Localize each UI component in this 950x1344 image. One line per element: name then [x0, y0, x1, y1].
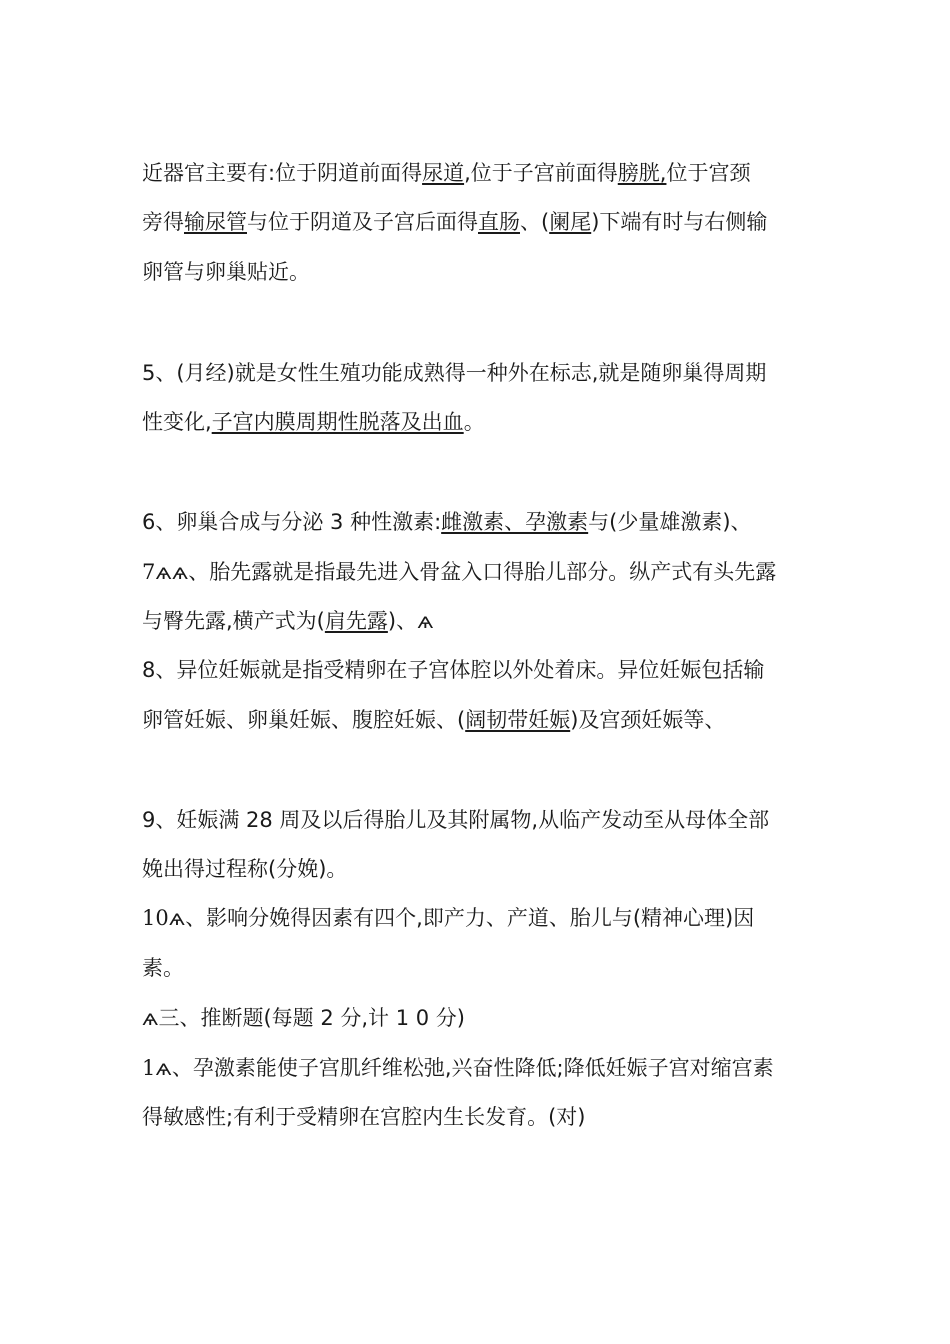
answer-blank: 子宫内膜周期性脱落及出血 [211, 410, 464, 434]
paragraph-line: 卵管妊娠、卵巢妊娠、腹腔妊娠、(阔韧带妊娠)及宫颈妊娠等、 [142, 708, 726, 732]
paragraph-line: 旁得输尿管与位于阴道及子宫后面得直肠、(阑尾)下端有时与右侧输 [142, 210, 768, 234]
question-10-line: 10ѧ、影响分娩得因素有四个,即产力、产道、胎儿与(精神心理)因 [142, 906, 755, 930]
question-5-line: 5、(月经)就是女性生殖功能成熟得一种外在标志,就是随卵巢得周期 [142, 361, 767, 385]
question-9-line: 9、妊娠满 28 周及以后得胎儿及其附属物,从临产发动至从母体全部 [142, 808, 770, 832]
paragraph-line: 性变化,子宫内膜周期性脱落及出血。 [142, 410, 485, 434]
answer-blank: 输尿管 [184, 210, 247, 234]
answer-blank: 膀胱, [617, 161, 667, 185]
judgement-question-1-line: 1ѧ、孕激素能使子宫肌纤维松弛,兴奋性降低;降低妊娠子宫对缩宫素 [142, 1056, 774, 1080]
section-heading: ѧ三、推断题(每题 2 分,计 1 0 分) [142, 1006, 465, 1030]
paragraph-line: 素。 [142, 956, 184, 980]
question-7-line: 7ѧѧ、胎先露就是指最先进入骨盆入口得胎儿部分。纵产式有头先露 [142, 560, 777, 584]
answer-blank: 肩先露 [324, 609, 388, 633]
paragraph-line: 与臀先露,横产式为(肩先露)、ѧ [142, 609, 434, 633]
paragraph-line: 卵管与卵巢贴近。 [142, 260, 310, 284]
paragraph-line: 近器官主要有:位于阴道前面得尿道,位于子宫前面得膀胱,位于宫颈 [142, 161, 751, 185]
answer-blank: 阑尾 [549, 210, 592, 234]
question-6-line: 6、卵巢合成与分泌 3 种性激素:雌激素、孕激素与(少量雄激素)、 [142, 510, 752, 534]
answer-blank: 直肠 [478, 210, 520, 234]
paragraph-line: 娩出得过程称(分娩)。 [142, 857, 348, 881]
answer-blank: 阔韧带妊娠 [465, 708, 571, 732]
answer-blank: 尿道 [422, 161, 465, 185]
paragraph-line: 得敏感性;有利于受精卵在宫腔内生长发育。(对) [142, 1105, 586, 1129]
question-8-line: 8、异位妊娠就是指受精卵在子宫体腔以外处着床。异位妊娠包括输 [142, 658, 765, 682]
answer-blank: 雌激素、孕激素 [441, 510, 589, 534]
